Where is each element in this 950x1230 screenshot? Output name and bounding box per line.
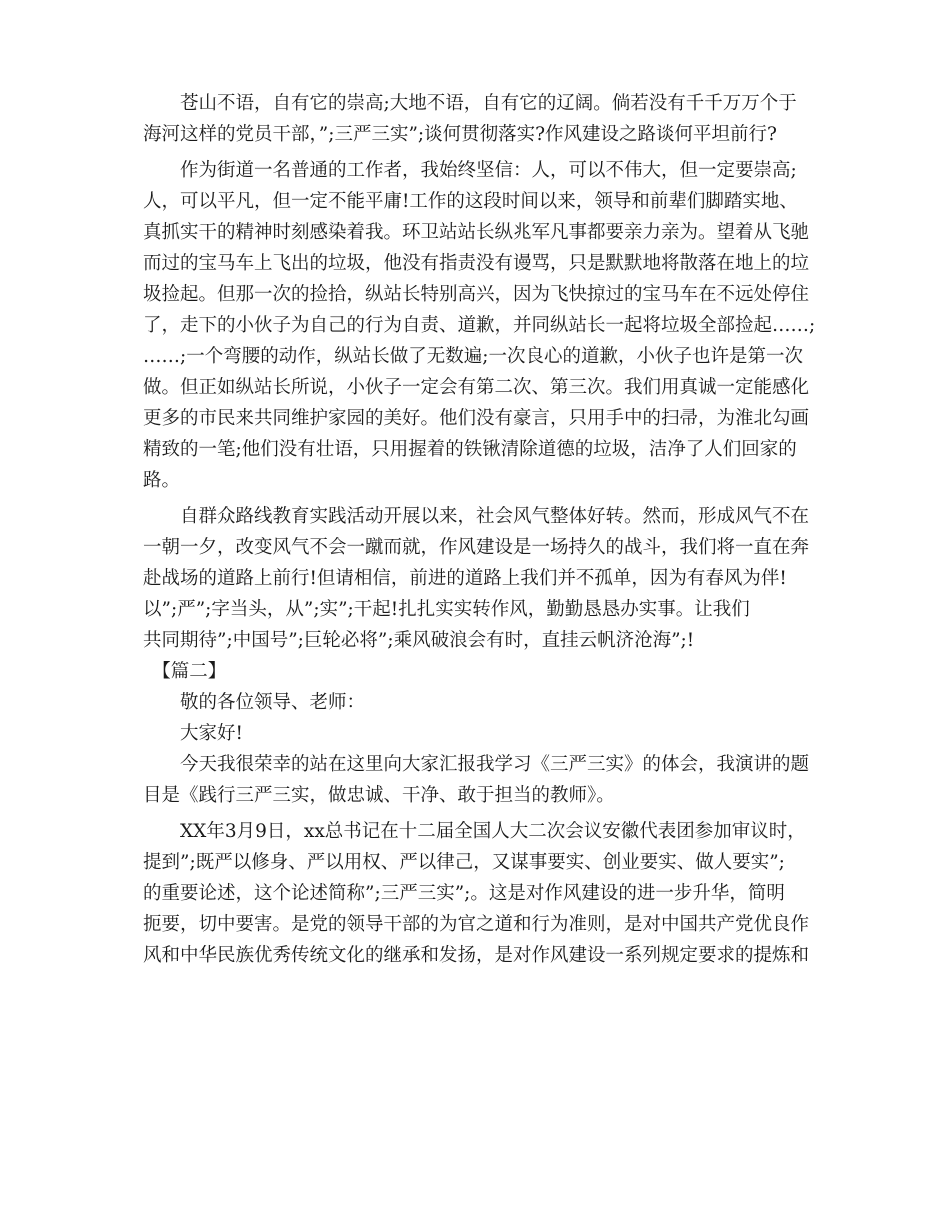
text-line: 更多的市民来共同维护家园的美好。他们没有豪言，只用手中的扫帚，为淮北勾画 bbox=[143, 408, 810, 429]
text-line: 圾捡起。但那一次的捡拾，纵站长特别高兴，因为飞快掠过的宝马车在不远处停住 bbox=[143, 284, 810, 305]
text-line: 今天我很荣幸的站在这里向大家汇报我学习《三严三实》的体会，我演讲的题 bbox=[143, 754, 810, 775]
greeting: 大家好! bbox=[143, 723, 243, 744]
text-line: 作为街道一名普通的工作者，我始终坚信：人，可以不伟大，但一定要崇高; bbox=[143, 160, 797, 181]
document-body bbox=[143, 88, 823, 971]
text-line: 共同期待”;中国号”;巨轮必将”;乘风破浪会有时，直挂云帆济沧海”;! bbox=[143, 630, 695, 651]
section-heading: 【篇二】 bbox=[143, 661, 227, 682]
text-line: 赴战场的道路上前行!但请相信，前进的道路上我们并不孤单，因为有春风为伴! bbox=[143, 568, 787, 589]
text-line: 海河这样的党员干部，”;三严三实”;谈何贯彻落实?作风建设之路谈何平坦前行? bbox=[143, 124, 777, 145]
text-line: 的重要论述，这个论述简称”;三严三实”;。这是对作风建设的进一步升华，简明 bbox=[143, 883, 785, 904]
text-line: ……;一个弯腰的动作，纵站长做了无数遍;一次良心的道歉，小伙子也许是第一次 bbox=[143, 346, 803, 367]
text-line: 做。但正如纵站长所说，小伙子一定会有第二次、第三次。我们用真诚一定能感化 bbox=[143, 377, 810, 398]
text-line: 了，走下的小伙子为自己的行为自责、道歉，并同纵站长一起将垃圾全部捡起……; bbox=[143, 315, 816, 336]
text-line: 提到”;既严以修身、严以用权、严以律己，又谋事要实、创业要实、做人要实”; bbox=[143, 852, 785, 873]
text-line: 而过的宝马车上飞出的垃圾，他没有指责没有谩骂，只是默默地将散落在地上的垃 bbox=[143, 253, 810, 274]
text-line: 风和中华民族优秀传统文化的继承和发扬，是对作风建设一系列规定要求的提炼和 bbox=[143, 945, 810, 966]
text-line: 苍山不语，自有它的崇高;大地不语，自有它的辽阔。倘若没有千千万万个于 bbox=[143, 93, 797, 114]
text-line: 路。 bbox=[143, 470, 181, 491]
text-line: 目是《践行三严三实，做忠诚、干净、敢于担当的教师》。 bbox=[143, 785, 615, 806]
salutation: 敬的各位领导、老师： bbox=[143, 692, 366, 713]
text-line: XX年3月9日，xx总书记在十二届全国人大二次会议安徽代表团参加审议时， bbox=[143, 821, 806, 842]
text-line: 真抓实干的精神时刻感染着我。环卫站站长纵兆军凡事都要亲力亲为。望着从飞驰 bbox=[143, 222, 810, 243]
text-line: 扼要，切中要害。是党的领导干部的为官之道和行为准则，是对中国共产党优良作 bbox=[143, 914, 810, 935]
text-line: 自群众路线教育实践活动开展以来，社会风气整体好转。然而，形成风气不在 bbox=[143, 506, 810, 527]
text-line: 以”;严”;字当头，从”;实”;干起!扎扎实实转作风，勤勤恳恳办实事。让我们 bbox=[143, 599, 750, 620]
text-line: 一朝一夕，改变风气不会一蹴而就，作风建设是一场持久的战斗，我们将一直在奔 bbox=[143, 537, 810, 558]
text-line: 人，可以平凡，但一定不能平庸!工作的这段时间以来，领导和前辈们脚踏实地、 bbox=[143, 191, 798, 212]
text-line: 精致的一笔;他们没有壮语，只用握着的铁锹清除道德的垃圾，洁净了人们回家的 bbox=[143, 439, 797, 460]
